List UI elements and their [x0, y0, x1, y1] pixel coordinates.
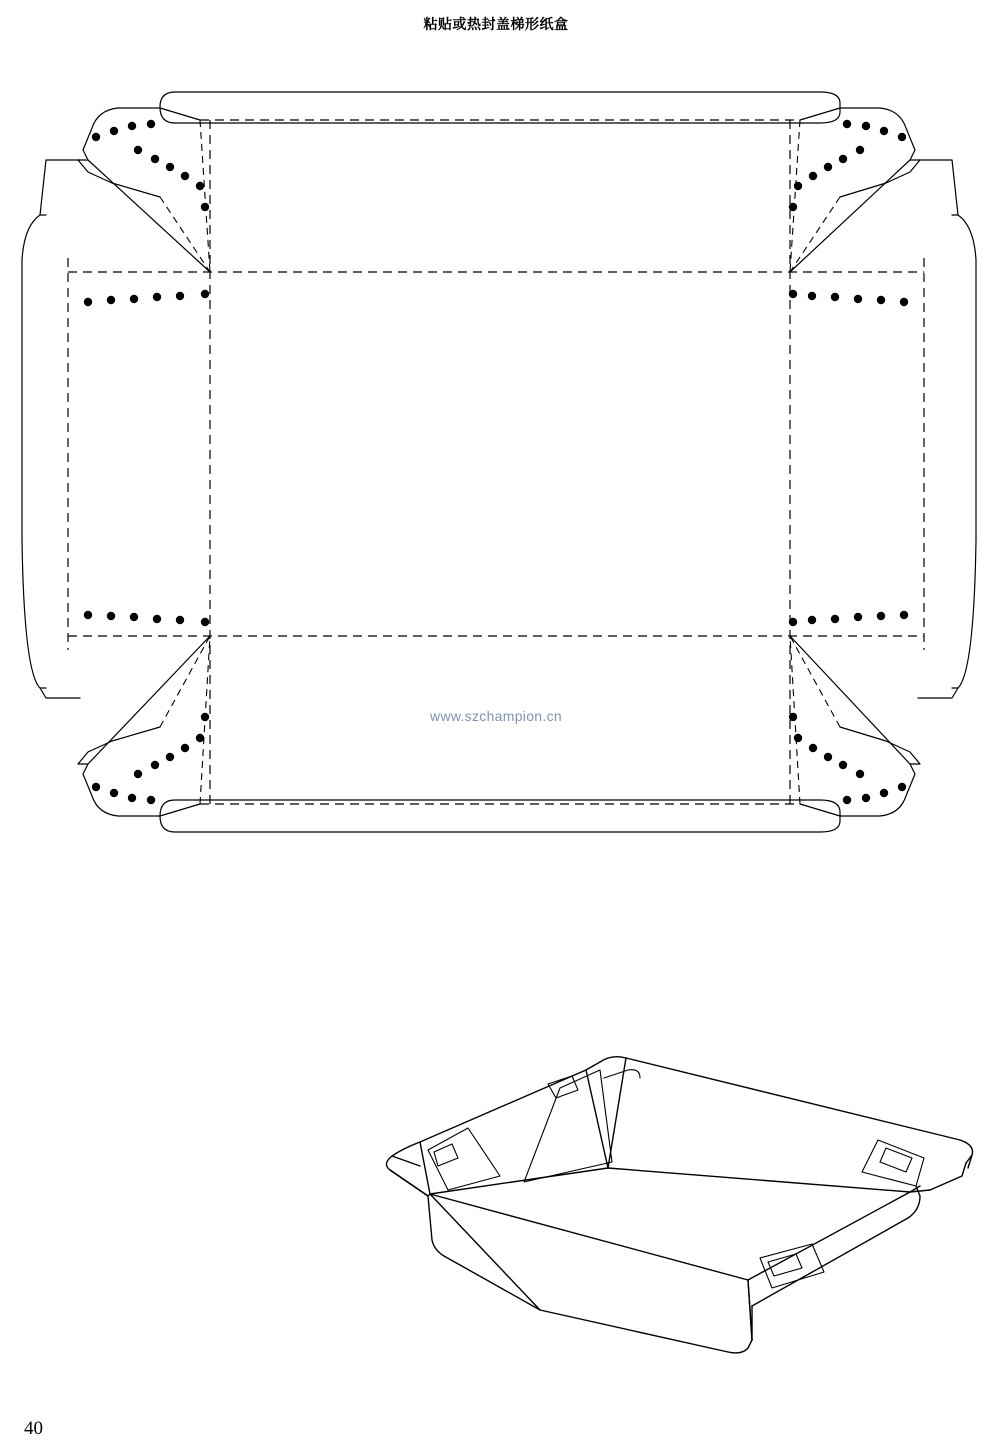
glue-dots-lower-right-row: [789, 611, 908, 626]
glue-dots-upper-right-row: [789, 290, 908, 306]
page-number: 40: [24, 1418, 43, 1439]
page-title: 粘贴或热封盖梯形纸盒: [423, 17, 569, 33]
side-flap-right: [918, 160, 976, 698]
assembled-tray-perspective: [386, 1057, 972, 1353]
glue-dots-lower-left-row: [84, 611, 209, 626]
glue-dots-bottom-right-corner: [789, 713, 906, 804]
glue-dots-bottom-left-corner: [92, 713, 209, 804]
watermark-text: www.szchampion.cn: [430, 708, 562, 724]
glue-dots-upper-left-row: [84, 290, 209, 306]
glue-dots-top-right-corner: [789, 120, 906, 211]
fold-lines: [68, 120, 924, 804]
top-lid-flap: [160, 92, 840, 123]
corner-panel-top-left: [78, 108, 210, 272]
corner-panel-top-right: [790, 108, 920, 272]
bottom-lid-flap: [160, 800, 840, 832]
side-flap-left: [22, 160, 80, 698]
glue-dots-top-left-corner: [92, 120, 209, 211]
